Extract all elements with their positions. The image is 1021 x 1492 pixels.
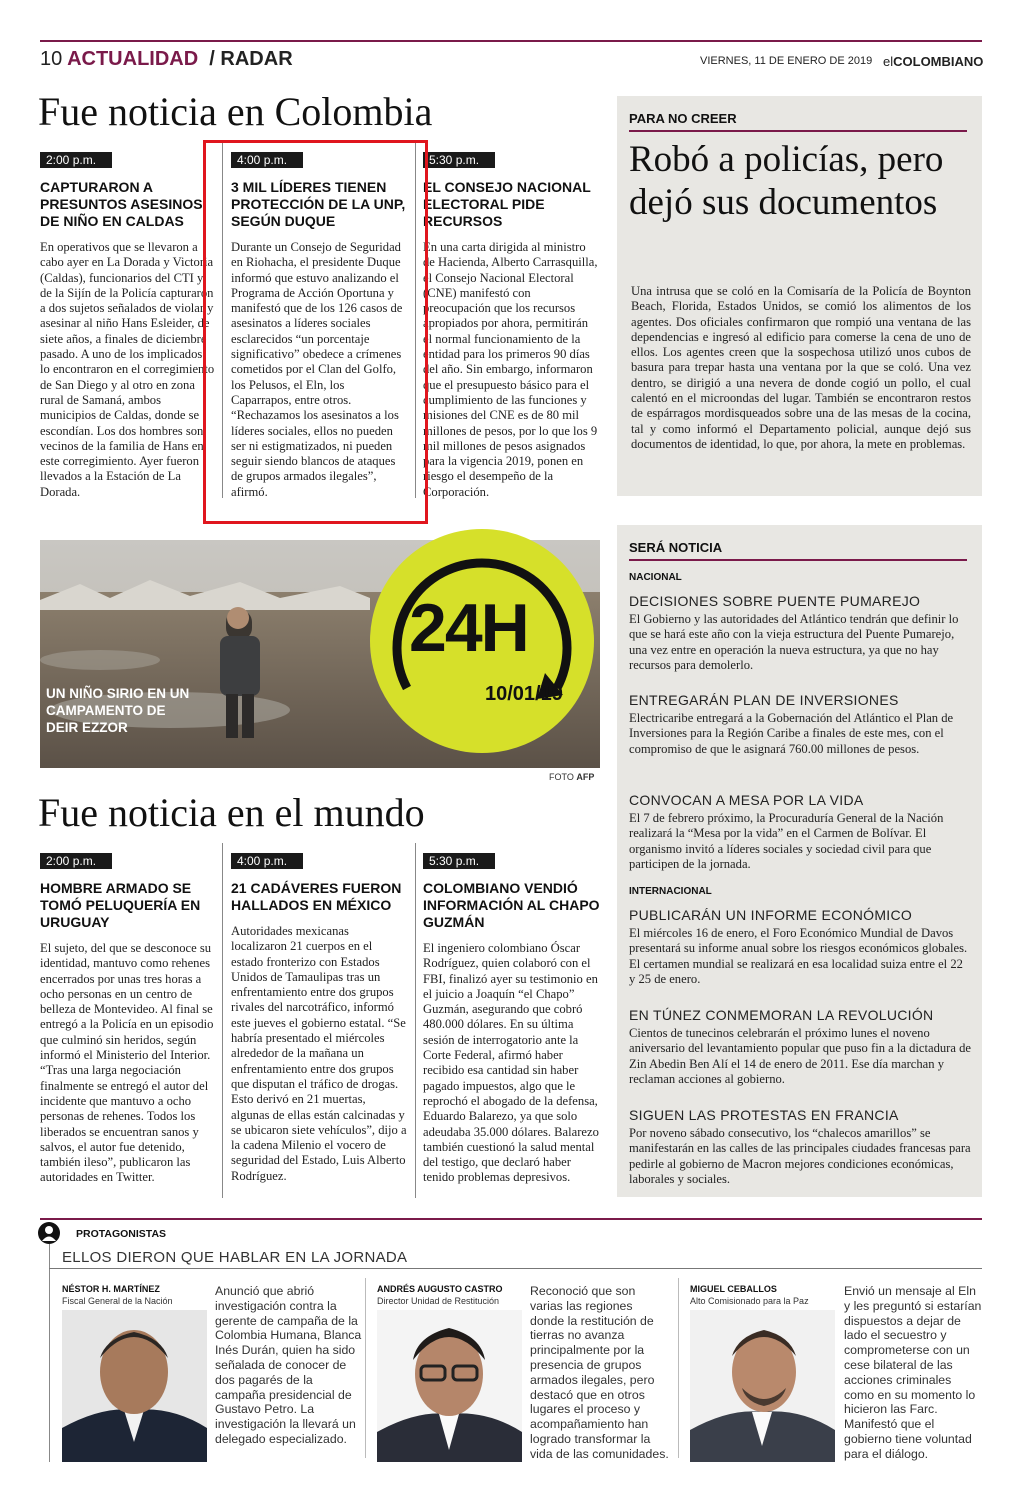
section-separator: /: [209, 48, 215, 70]
para-no-creer-body: Una intrusa que se coló en la Comisaría de la Policía de Boynton Beach, Florida, Estados Unidos, se comió los alimentos de los agentes. Dos oficiales confirmaron que rompió una ventana de las dependencias e ingresó al edificio para comerse la cena de uno de ellos. Los agentes creen que la sospechosa utilizó unos cubos de basura para trepar hasta una ventana por la que se coló. Una vez dentro, se dirigió a una nevera de donde cogió un pollo, el cual calentó en el microondas del lugar. También se encontraron restos de espárragos mordisqueados sobre una de las mesas de la cocina, tal y como informó el Departamento policial, aunque dejó sus documentos de identidad, lo que, por ahora, la mete en problemas.: [631, 284, 971, 451]
sera-noticia-item: [629, 593, 971, 673]
story-time: 4:00 p.m.: [231, 853, 303, 869]
colombia-title: Fue noticia en Colombia: [38, 89, 433, 134]
column-divider: [365, 1278, 366, 1458]
protagonistas-rule: [40, 1218, 982, 1220]
story-body: Durante un Consejo de Seguridad en Riohacha, el presidente Duque informó que estuvo analizando el Programa de Acción Oportuna y manifestó que de los 126 casos de asesinatos a líderes sociales esclarecidos “un porcentaje significativo” obedece a crímenes cometidos por el Clan del Golfo, los Pelusos, el Eln, los Caparrapos, entre otros. “Rechazamos los asesinatos a los líderes sociales, ellos no pueden ser ni estigmatizados, ni pueden seguir siendo blancos de ataques de grupos armados ilegales”, afirmó.: [231, 240, 403, 499]
sera-noticia-item: [629, 1107, 971, 1187]
column-divider: [415, 843, 416, 1198]
label-rule: [629, 130, 967, 132]
photo-credit: [549, 772, 594, 782]
protagonist-text: Anunció que abrió investigación contra la gerente de campaña de la Colombia Humana, Blanca Inés Durán, quien ha sido señalada de conocer de dos pagarés de la campaña presidencial de Gustavo Petro. La investigación la llevará un delegado especializado.: [215, 1284, 362, 1446]
story-body: Autoridades mexicanas localizaron 21 cuerpos en el estado fronterizo con Estados Unidos de Tamaulipas tras un enfrentamiento entre dos grupos rivales del narcotráfico, informó este jueves el gobierno estatal. “Se habría presentado el miércoles alrededor de la mañana un enfrentamiento entre dos grupos que disputan el tráfico de drogas. Esto derivó en 21 muertas, algunas de ellas están calcinadas y se ubicaron siete vehículos”, dijo a la cadena Milenio el vocero de seguridad del Estado, Luis Alberto Rodríguez.: [231, 924, 407, 1183]
protagonistas-side-rule: [49, 1244, 50, 1462]
item-body: El Gobierno y las autoridades del Atlántico tendrán que definir lo que se hará este año con la vieja estructura del Puente Pumarejo, una vez entre en operación la nueva estructura, ya que no hay recursos para demolerlo.: [629, 612, 959, 672]
brand-logo: [883, 54, 983, 69]
item-title: SIGUEN LAS PROTESTAS EN FRANCIA: [629, 1107, 899, 1123]
colombia-story-3: [423, 152, 600, 500]
story-time: 2:00 p.m.: [40, 853, 112, 869]
photo-caption: UN NIÑO SIRIO EN UN CAMPAMENTO DE DEIR EZZOR: [46, 686, 190, 735]
item-body: El miércoles 16 de enero, el Foro Económico Mundial de Davos presentará su informe anual sobre los riesgos económicos globales. El certamen mundial se realizará en esa localidad suiza entre el 22 y 25 de enero.: [629, 926, 968, 986]
para-no-creer-label: PARA NO CREER: [629, 111, 737, 126]
column-divider: [678, 1278, 679, 1458]
colombia-story-1: [40, 152, 215, 500]
page-folio: [40, 48, 293, 71]
sera-noticia-item: [629, 792, 971, 872]
story-time: 2:00 p.m.: [40, 152, 112, 168]
mundo-story-2: [231, 853, 407, 1184]
credit-name: AFP: [576, 772, 595, 782]
item-title: CONVOCAN A MESA POR LA VIDA: [629, 792, 864, 808]
para-no-creer-title: Robó a policías, pero dejó sus documentos: [629, 139, 944, 223]
credit-prefix: FOTO: [549, 772, 574, 782]
protagonist-name: MIGUEL CEBALLOS: [690, 1284, 777, 1294]
nacional-label: NACIONAL: [629, 572, 682, 583]
story-time: 4:00 p.m.: [231, 152, 303, 168]
highlight-box: [203, 140, 428, 524]
story-headline: 21 CADÁVERES FUERON HALLADOS EN MÉXICO: [231, 880, 402, 913]
protagonistas-label: PROTAGONISTAS: [76, 1228, 167, 1240]
story-headline: EL CONSEJO NACIONAL ELECTORAL PIDE RECURSOS: [423, 179, 591, 229]
story-body: En una carta dirigida al ministro de Hacienda, Alberto Carrasquilla, el Consejo Nacional Electoral (CNE) manifestó con preocupación que los recursos apropiados por ahora, permitirán el normal funcionamiento de la entidad para los primeros 90 días del año. Sin embargo, informaron que el presupuesto básico para el cumplimiento de las funciones y misiones del CNE es de 80 mil millones de pesos, por lo que los 9 mil millones de pesos asignados para la vigencia 2019, ponen en riesgo el desempeño de la Corporación.: [423, 240, 598, 499]
protagonist-name: NÉSTOR H. MARTÍNEZ: [62, 1284, 160, 1294]
story-time: 5:30 p.m.: [423, 853, 495, 869]
protagonistas-subtitle: ELLOS DIERON QUE HABLAR EN LA JORNADA: [62, 1249, 408, 1266]
mundo-title: Fue noticia en el mundo: [38, 790, 425, 835]
brand-prefix: el: [883, 54, 894, 69]
mundo-story-1: [40, 853, 216, 1186]
item-body: Electricaribe entregará a la Gobernación del Atlántico el Plan de Inversiones para la Región Caribe a finales de este mes, con el compromiso de que le asignará 760.00 millones de pesos.: [629, 711, 954, 756]
badge-24h: [367, 523, 597, 763]
protagonist-photo: [377, 1310, 522, 1462]
protagonist-role: Fiscal General de la Nación: [62, 1296, 173, 1306]
badge-text: 24H: [409, 590, 528, 666]
internacional-label: INTERNACIONAL: [629, 886, 712, 897]
item-body: Por noveno sábado consecutivo, los “chalecos amarillos” se manifestarán en las calles de las principales ciudades francesas para pedirle al gobierno de Macron mejores condiciones económicas, laborales y sociales.: [629, 1126, 971, 1186]
protagonist-role: Alto Comisionado para la Paz: [690, 1296, 809, 1306]
sera-noticia-label: SERÁ NOTICIA: [629, 540, 723, 555]
page-number: 10: [40, 48, 63, 70]
item-title: PUBLICARÁN UN INFORME ECONÓMICO: [629, 907, 913, 923]
header-rule: [40, 40, 982, 42]
sera-noticia-box: [617, 525, 982, 1197]
item-title: DECISIONES SOBRE PUENTE PUMAREJO: [629, 593, 921, 609]
section-name: ACTUALIDAD: [67, 48, 199, 70]
item-body: Cientos de tunecinos celebrarán el próximo lunes el noveno aniversario del levantamiento popular que puso fin a la dictadura de Zin Abedin Ben Alí el 14 de enero de 2011. Ese día marchan y reclaman acciones al gobierno.: [629, 1026, 972, 1086]
story-time: 5:30 p.m.: [423, 152, 495, 168]
sera-noticia-item: [629, 1007, 971, 1087]
item-title: EN TÚNEZ CONMEMORAN LA REVOLUCIÓN: [629, 1007, 934, 1023]
subtitle-rule: [49, 1268, 982, 1269]
protagonist-photo: [690, 1310, 835, 1462]
brand-name: COLOMBIANO: [893, 54, 984, 69]
protagonist-name: ANDRÉS AUGUSTO CASTRO: [377, 1284, 503, 1294]
story-headline: COLOMBIANO VENDIÓ INFORMACIÓN AL CHAPO GUZMÁN: [423, 880, 600, 930]
story-body: El ingeniero colombiano Óscar Rodríguez, quien colaboró con el FBI, finalizó ayer su testimonio en el juicio a Joaquín “el Chapo” Guzmán, asegurando que cobró 480.000 dólares. En su última sesión de interrogatorio ante la Corte Federal, afirmó haber recibido esa cantidad sin haber pagado impuestos, algo que le reprochó el abogado de la defensa, Eduardo Balarezo, ya que solo adeudaba 35.000 dólares. Balarezo también cuestionó la salud mental del testigo, que declaró haber tenido problemas depresivos.: [423, 941, 599, 1185]
person-icon: [38, 1222, 60, 1244]
story-headline: HOMBRE ARMADO SE TOMÓ PELUQUERÍA EN URUGUAY: [40, 880, 201, 930]
story-headline: 3 MIL LÍDERES TIENEN PROTECCIÓN DE LA UNP, SEGÚN DUQUE: [231, 179, 406, 229]
mundo-story-3: [423, 853, 600, 1186]
sera-noticia-item: [629, 907, 971, 987]
story-body: El sujeto, del que se desconoce su identidad, mantuvo como rehenes encerrados por unas tres horas a ocho personas en un centro de belleza de Montevideo. Al final se entregó a la Policía en un episodio que culminó sin heridos, según informó el Ministerio del Interior. “Tras una larga negociación finalmente se entregó el autor del incidente que mantuvo a ocho personas de rehenes. Todos los liberados se encuentran sanos y salvos, el autor fue detenido, también ileso”, publicaron las autoridades en Twitter.: [40, 941, 214, 1185]
story-headline: CAPTURARON A PRESUNTOS ASESINOS DE NIÑO EN CALDAS: [40, 179, 203, 229]
protagonist-text: Envió un mensaje al Eln y les preguntó si estarían dispuestos a dejar de lado el secuestro y comprometerse con un cese bilateral de las acciones criminales como en su momento lo hicieron las Farc. Manifestó que el gobierno tiene voluntad para el diálogo.: [844, 1284, 982, 1461]
column-divider: [222, 843, 223, 1198]
para-no-creer-box: [617, 96, 982, 496]
item-title: ENTREGARÁN PLAN DE INVERSIONES: [629, 692, 899, 708]
item-body: El 7 de febrero próximo, la Procuraduría General de la Nación realizará la “Mesa por la vida” en el Carmen de Bolívar. El organismo invitó a líderes sociales y sociedad civil para que participen de la jornada.: [629, 811, 944, 871]
sera-noticia-item: [629, 692, 971, 757]
protagonist-text: Reconoció que son varias las regiones donde la restitución de tierras no avanza principalmente por la presencia de grupos armados ilegales, pero destacó que en otros lugares el proceso y acompañamiento han logrado transformar la vida de las comunidades.: [530, 1284, 669, 1461]
badge-date: 10/01/19: [485, 683, 563, 705]
protagonist-role: Director Unidad de Restitución: [377, 1296, 500, 1306]
issue-date: VIERNES, 11 DE ENERO DE 2019: [700, 55, 873, 67]
label-rule: [629, 559, 967, 561]
story-body: En operativos que se llevaron a cabo ayer en La Dorada y Victoria (Caldas), funcionarios del CTI y de la Sijín de la Policía capturaron a dos sujetos señalados de violar y asesinar al niño Hans Esleider, de siete años, a finales de diciembre pasado. A uno de los implicados lo encontraron en el corregimiento de San Diego y al otro en zona rural de Samaná, ambos municipios de Caldas, donde se escondían. Los dos hombres son vecinos de la familia de Hans en este corregimiento. Ayer fueron llevados a la Estación de La Dorada.: [40, 240, 215, 499]
protagonist-photo: [62, 1310, 207, 1462]
subsection-name: RADAR: [220, 48, 293, 70]
